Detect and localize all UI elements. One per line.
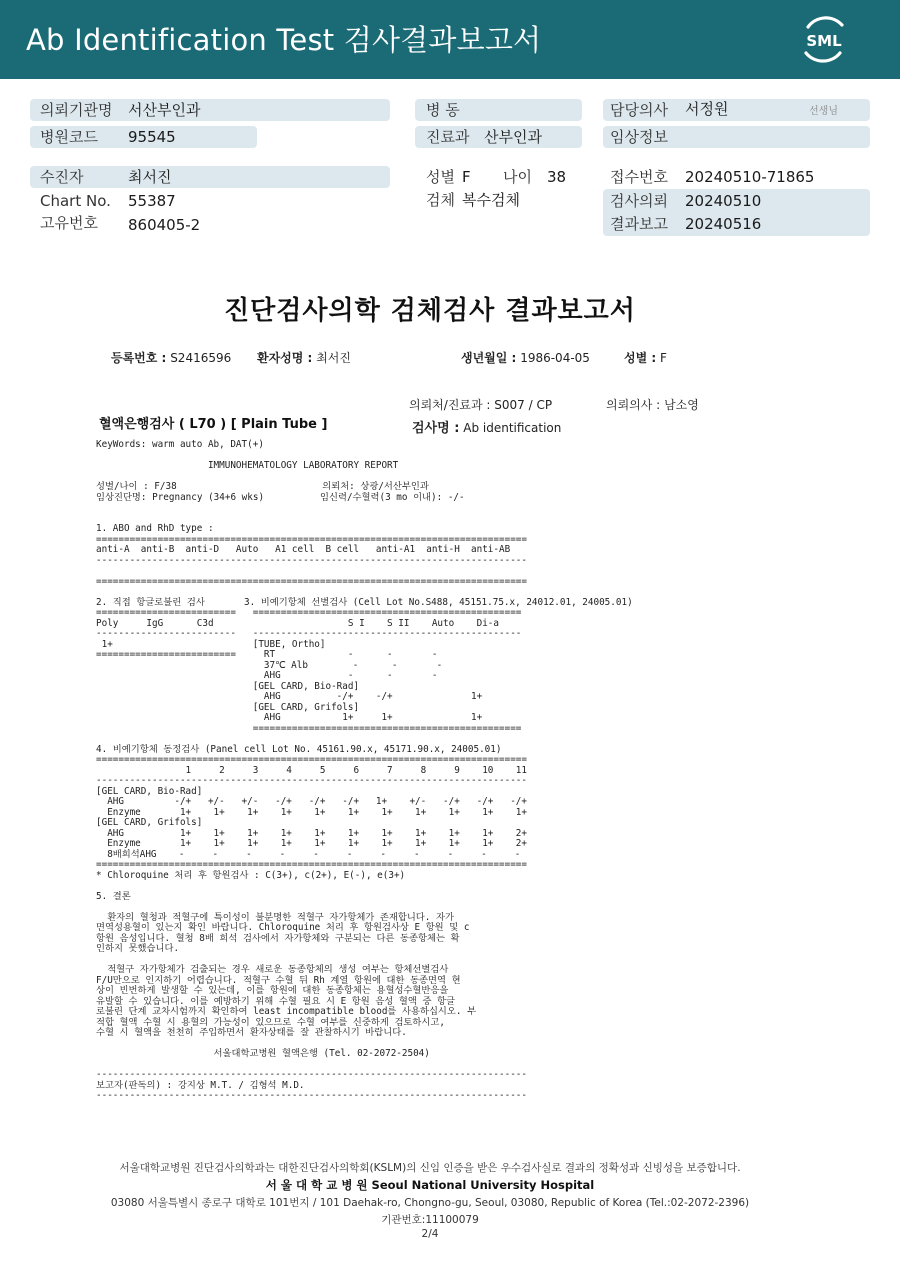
report-title: 진단검사의학 검체검사 결과보고서 (224, 296, 636, 326)
logo-text: SML (806, 32, 842, 50)
header-bar (0, 0, 900, 79)
age-value: 38 (547, 168, 567, 186)
institution-value: 서산부인과 (128, 101, 201, 119)
report-sex-value: F (660, 351, 667, 365)
doctor-suffix: 선생님 (809, 106, 838, 117)
patient-value: 최서진 (128, 168, 172, 186)
specimen-value: 복수검체 (462, 191, 520, 209)
certification-text: 서울대학교병원 진단검사의학과는 대한진단검사의학회(KSLM)의 신임 인증을 받은 우수검사실로 결과의 정확성과 신빙성을 보증합니다. (119, 1162, 741, 1174)
dept-value: 산부인과 (484, 128, 542, 146)
referrer-value: S007 / CP (494, 398, 553, 412)
test-code: 혈액은행검사 ( L70 ) [ Plain Tube ] (99, 417, 328, 432)
dob-value: 1986-04-05 (520, 351, 590, 365)
request-value: 20240510 (685, 192, 762, 210)
request-label: 검사의뢰 (610, 192, 668, 210)
page-number: 2/4 (421, 1228, 439, 1240)
dob-field (461, 349, 590, 366)
name-value: 최서진 (316, 351, 351, 365)
test-name-value: Ab identification (463, 421, 562, 435)
specimen-label: 검체 (426, 191, 455, 209)
reg-value: S2416596 (170, 351, 232, 365)
institution-label: 의뢰기관명 (40, 101, 113, 119)
result-value: 20240516 (685, 215, 762, 233)
hospital-address: 03080 서울특별시 종로구 대학로 101번지 / 101 Daehak-ro, Chongno-gu, Seoul, 03080, Republic of Korea (Tel.:02-2072-2396) (110, 1197, 750, 1209)
name-label: 환자성명 : (257, 351, 313, 365)
doctor-label: 담당의사 (610, 101, 668, 119)
unique-value: 860405-2 (128, 216, 201, 234)
institution-number: 기관번호:11100079 (381, 1214, 479, 1226)
reg-label: 등록번호 : (111, 351, 167, 365)
row-bg-patient (30, 166, 390, 188)
report-body: KeyWords: warm auto Ab, DAT(+) IMMUNOHEMATOLOGY LABORATORY REPORT 성별/나이 : F/38 의뢰처: 상광/서산부인과 임상진단명: Pregnancy (34+6 wks) 임신력/수혈력(3 mo 이내): -/- 1. ABO and RhD type : ============================================================================= anti-A anti-B anti-D Auto A1 cell B cell anti-A1 anti-H anti-AB ----------------------------------------------------------------------------- ============================================================================= 2. 직접 항글로불린 검사 3. 비예기항체 선별검사 (Cell Lot No.S488, 45151.75.x, 24012.01, 24005.01) ========================= ================================================ Poly IgG C3d S I S II Auto Di-a ------------------------- ------------------------------------------------ 1+ [TUBE, Ortho] ========================= RT - - - 37℃ Alb - - - AHG - - - [GEL CARD, Bio-Rad] AHG -/+ -/+ 1+ [GEL CARD, Grifols] AHG 1+ 1+ 1+ ================================================ 4. 비예기항체 동정검사 (Panel cell Lot No. 45161.90.x, 45171.90.x, 24005.01) ============================================================================= 1 2 3 4 5 6 7 8 9 10 11 ----------------------------------------------------------------------------- [GEL CARD, Bio-Rad] AHG -/+ +/- +/- -/+ -/+ -/+ 1+ +/- -/+ -/+ -/+ Enzyme 1+ 1+ 1+ 1+ 1+ 1+ 1+ 1+ 1+ 1+ 1+ [GEL CARD, Grifols] AHG 1+ 1+ 1+ 1+ 1+ 1+ 1+ 1+ 1+ 1+ 2+ Enzyme 1+ 1+ 1+ 1+ 1+ 1+ 1+ 1+ 1+ 1+ 2+ 8배희석AHG - - - - - - - - - - - ============================================================================= * Chloroquine 처리 후 항원검사 : C(3+), c(2+), E(-), e(3+) 5. 결론 환자의 혈청과 적혈구에 특이성이 불분명한 적혈구 자가항체가 존재합니다. 자가 면역성용혈이 있는지 확인 바랍니다. Chloroquine 처리 후 항원검사상 E 항원 및 c 항원 음성입니다. 혈청 8배 희석 검사에서 자가항체와 구분되는 다른 동종항체는 확 인하지 못했습니다. 적혈구 자가항체가 검출되는 경우 새로운 동종항체의 생성 여부는 항체선별검사 F/U만으로 인지하기 어렵습니다. 적혈구 수혈 뒤 Rh 계열 항원에 대한 동종면역 현 상이 빈번하게 발생할 수 있는데, 이를 항원에 대한 동종항체는 용혈성수혈반응을 유발할 수 있습니다. 이를 예방하기 위해 수혈 필요 시 E 항원 음성 혈액 중 항글 로불린 단계 교차시험까지 확인하여 least incompatible blood를 사용하십시오. 부 적합 혈액 수혈 시 용혈의 가능성이 있으므로 수혈 여부를 신중하게 검토하시고, 수혈 시 혈액을 천천히 주입하면서 환자상태를 잘 관찰하시기 바랍니다. 서울대학교병원 혈액은행 (Tel. 02-2072-2504) ----------------------------------------------------------------------------- 보고자(판독의) : 강지상 M.T. / 김형석 M.D. ----------------------------------------------------------------------------- (96, 439, 633, 1101)
sml-logo (798, 13, 850, 65)
ref-doctor-label: 의뢰의사 : (606, 398, 661, 412)
ref-doctor-field (606, 396, 699, 413)
hospital-code-label: 병원코드 (40, 128, 98, 146)
report-sex-field (624, 349, 667, 366)
referrer-label: 의뢰처/진료과 : (409, 398, 491, 412)
sex-value: F (462, 168, 471, 186)
reg-field (111, 349, 231, 366)
scanned-report (0, 260, 900, 1271)
dob-label: 생년월일 : (461, 351, 517, 365)
page-title: Ab Identification Test 검사결과보고서 (26, 23, 542, 57)
receipt-value: 20240510-71865 (685, 168, 815, 186)
referrer-field (409, 396, 552, 413)
chart-label: Chart No. (40, 192, 111, 210)
unique-label: 고유번호 (40, 214, 98, 232)
chart-value: 55387 (128, 192, 176, 210)
hospital-code-value: 95545 (128, 128, 176, 146)
receipt-label: 접수번호 (610, 168, 668, 186)
sex-label: 성별 (426, 168, 455, 186)
name-field (257, 349, 351, 366)
hospital-name: 서 울 대 학 교 병 원 Seoul National University Hospital (265, 1178, 595, 1192)
age-label: 나이 (503, 168, 532, 186)
result-label: 결과보고 (610, 215, 668, 233)
dept-label: 진료과 (426, 128, 470, 146)
ref-doctor-value: 남소영 (664, 398, 699, 412)
clinical-label: 임상정보 (610, 128, 668, 146)
test-name-label: 검사명 : (412, 421, 460, 436)
ward-label: 병 동 (426, 101, 460, 119)
patient-label: 수진자 (40, 168, 84, 186)
doctor-value: 서정원 (685, 100, 729, 118)
test-name-field (412, 417, 561, 436)
report-sex-label: 성별 : (624, 351, 657, 365)
